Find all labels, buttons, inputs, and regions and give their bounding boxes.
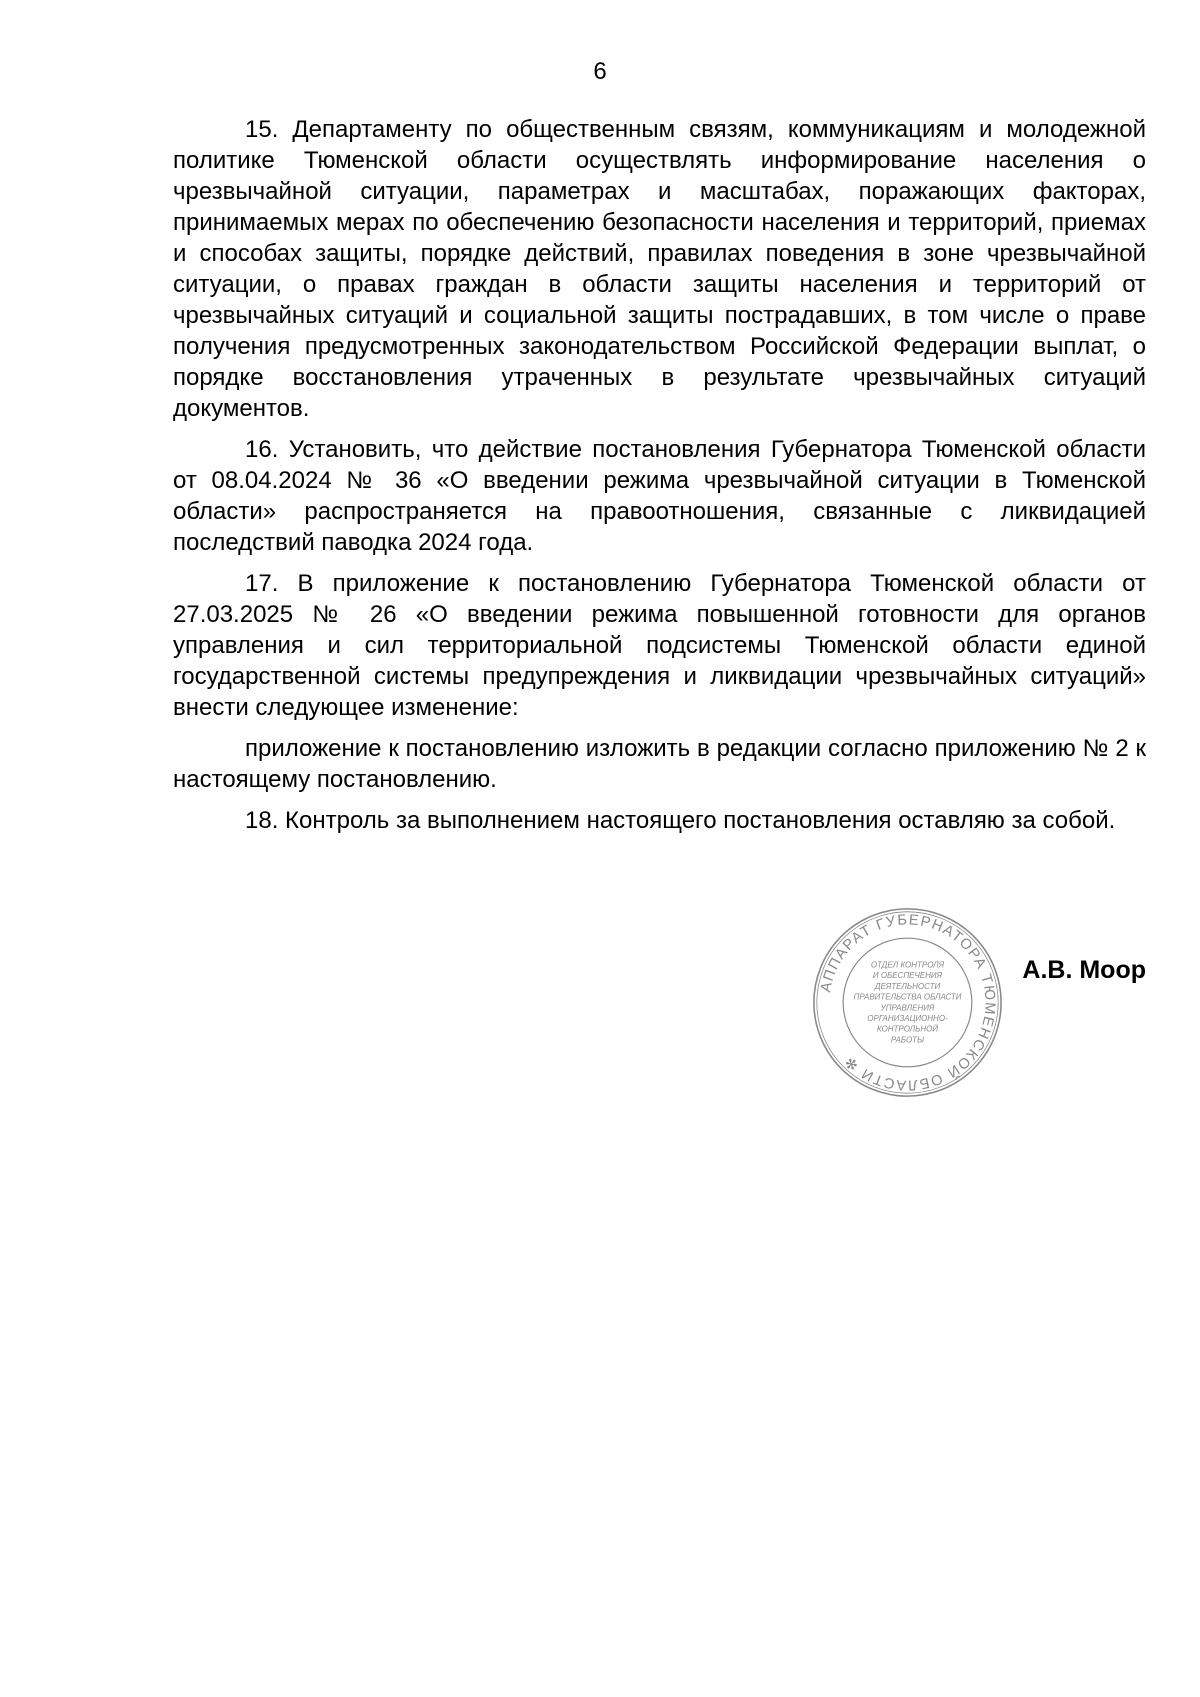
paragraph-16: 16. Установить, что действие постановления Губернатора Тюменской области от 08.04.2024 № 36 «О введении режима чрезвычайной ситуации в Тюменской области» распространяется на правоотношения, связанные с ликвидацией последствий паводка 2024 года. (173, 436, 1146, 556)
official-seal (810, 905, 1005, 1100)
signer-name: А.В. Моор (1022, 956, 1146, 984)
document-body (173, 114, 1146, 836)
seal-line: КОНТРОЛЬНОЙ (876, 1024, 939, 1034)
seal-line: УПРАВЛЕНИЯ (880, 1003, 935, 1013)
paragraph-17: 17. В приложение к постановлению Губернатора Тюменской области от 27.03.2025 № 26 «О введении режима повышенной готовности для органов управления и сил территориальной подсистемы Тюменской области единой государственной системы предупреждения и ликвидации чрезвычайных ситуаций» внести следующее изменение: (173, 570, 1146, 721)
seal-line: ПРАВИТЕЛЬСТВА ОБЛАСТИ (853, 992, 962, 1002)
seal-line: ОРГАНИЗАЦИОННО- (867, 1014, 948, 1024)
seal-line: ОТДЕЛ КОНТРОЛЯ (870, 960, 945, 970)
seal-line: И ОБЕСПЕЧЕНИЯ (872, 971, 943, 981)
page-number: 6 (593, 58, 607, 85)
paragraph-15: 15. Департаменту по общественным связям, коммуникациям и молодежной политике Тюменской области осуществлять информирование населения о чрезвычайной ситуации, параметрах и масштабах, поражающих факторах, принимаемых мерах по обеспечению безопасности населения и территорий, приемах и способах защиты, порядке действий, правилах поведения в зоне чрезвычайной ситуации, о правах граждан в области защиты населения и территорий от чрезвычайных ситуаций и социальной защиты пострадавших, в том числе о праве получения предусмотренных законодательством Российской Федерации выплат, о порядке восстановления утраченных в результате чрезвычайных ситуаций документов. (173, 116, 1146, 422)
paragraph-18: 18. Контроль за выполнением настоящего постановления оставляю за собой. (245, 807, 1116, 834)
seal-line: ДЕЯТЕЛЬНОСТИ (874, 981, 941, 991)
seal-line: РАБОТЫ (890, 1035, 925, 1045)
signature-block (810, 905, 1150, 1105)
paragraph-17-change: приложение к постановлению изложить в редакции согласно приложению № 2 к настоящему постановлению. (173, 735, 1146, 793)
seal-ring-text: АППАРАТ ГУБЕРНАТОРА ТЮМЕНСКОЙ ОБЛАСТИ ✻ (818, 912, 998, 1093)
